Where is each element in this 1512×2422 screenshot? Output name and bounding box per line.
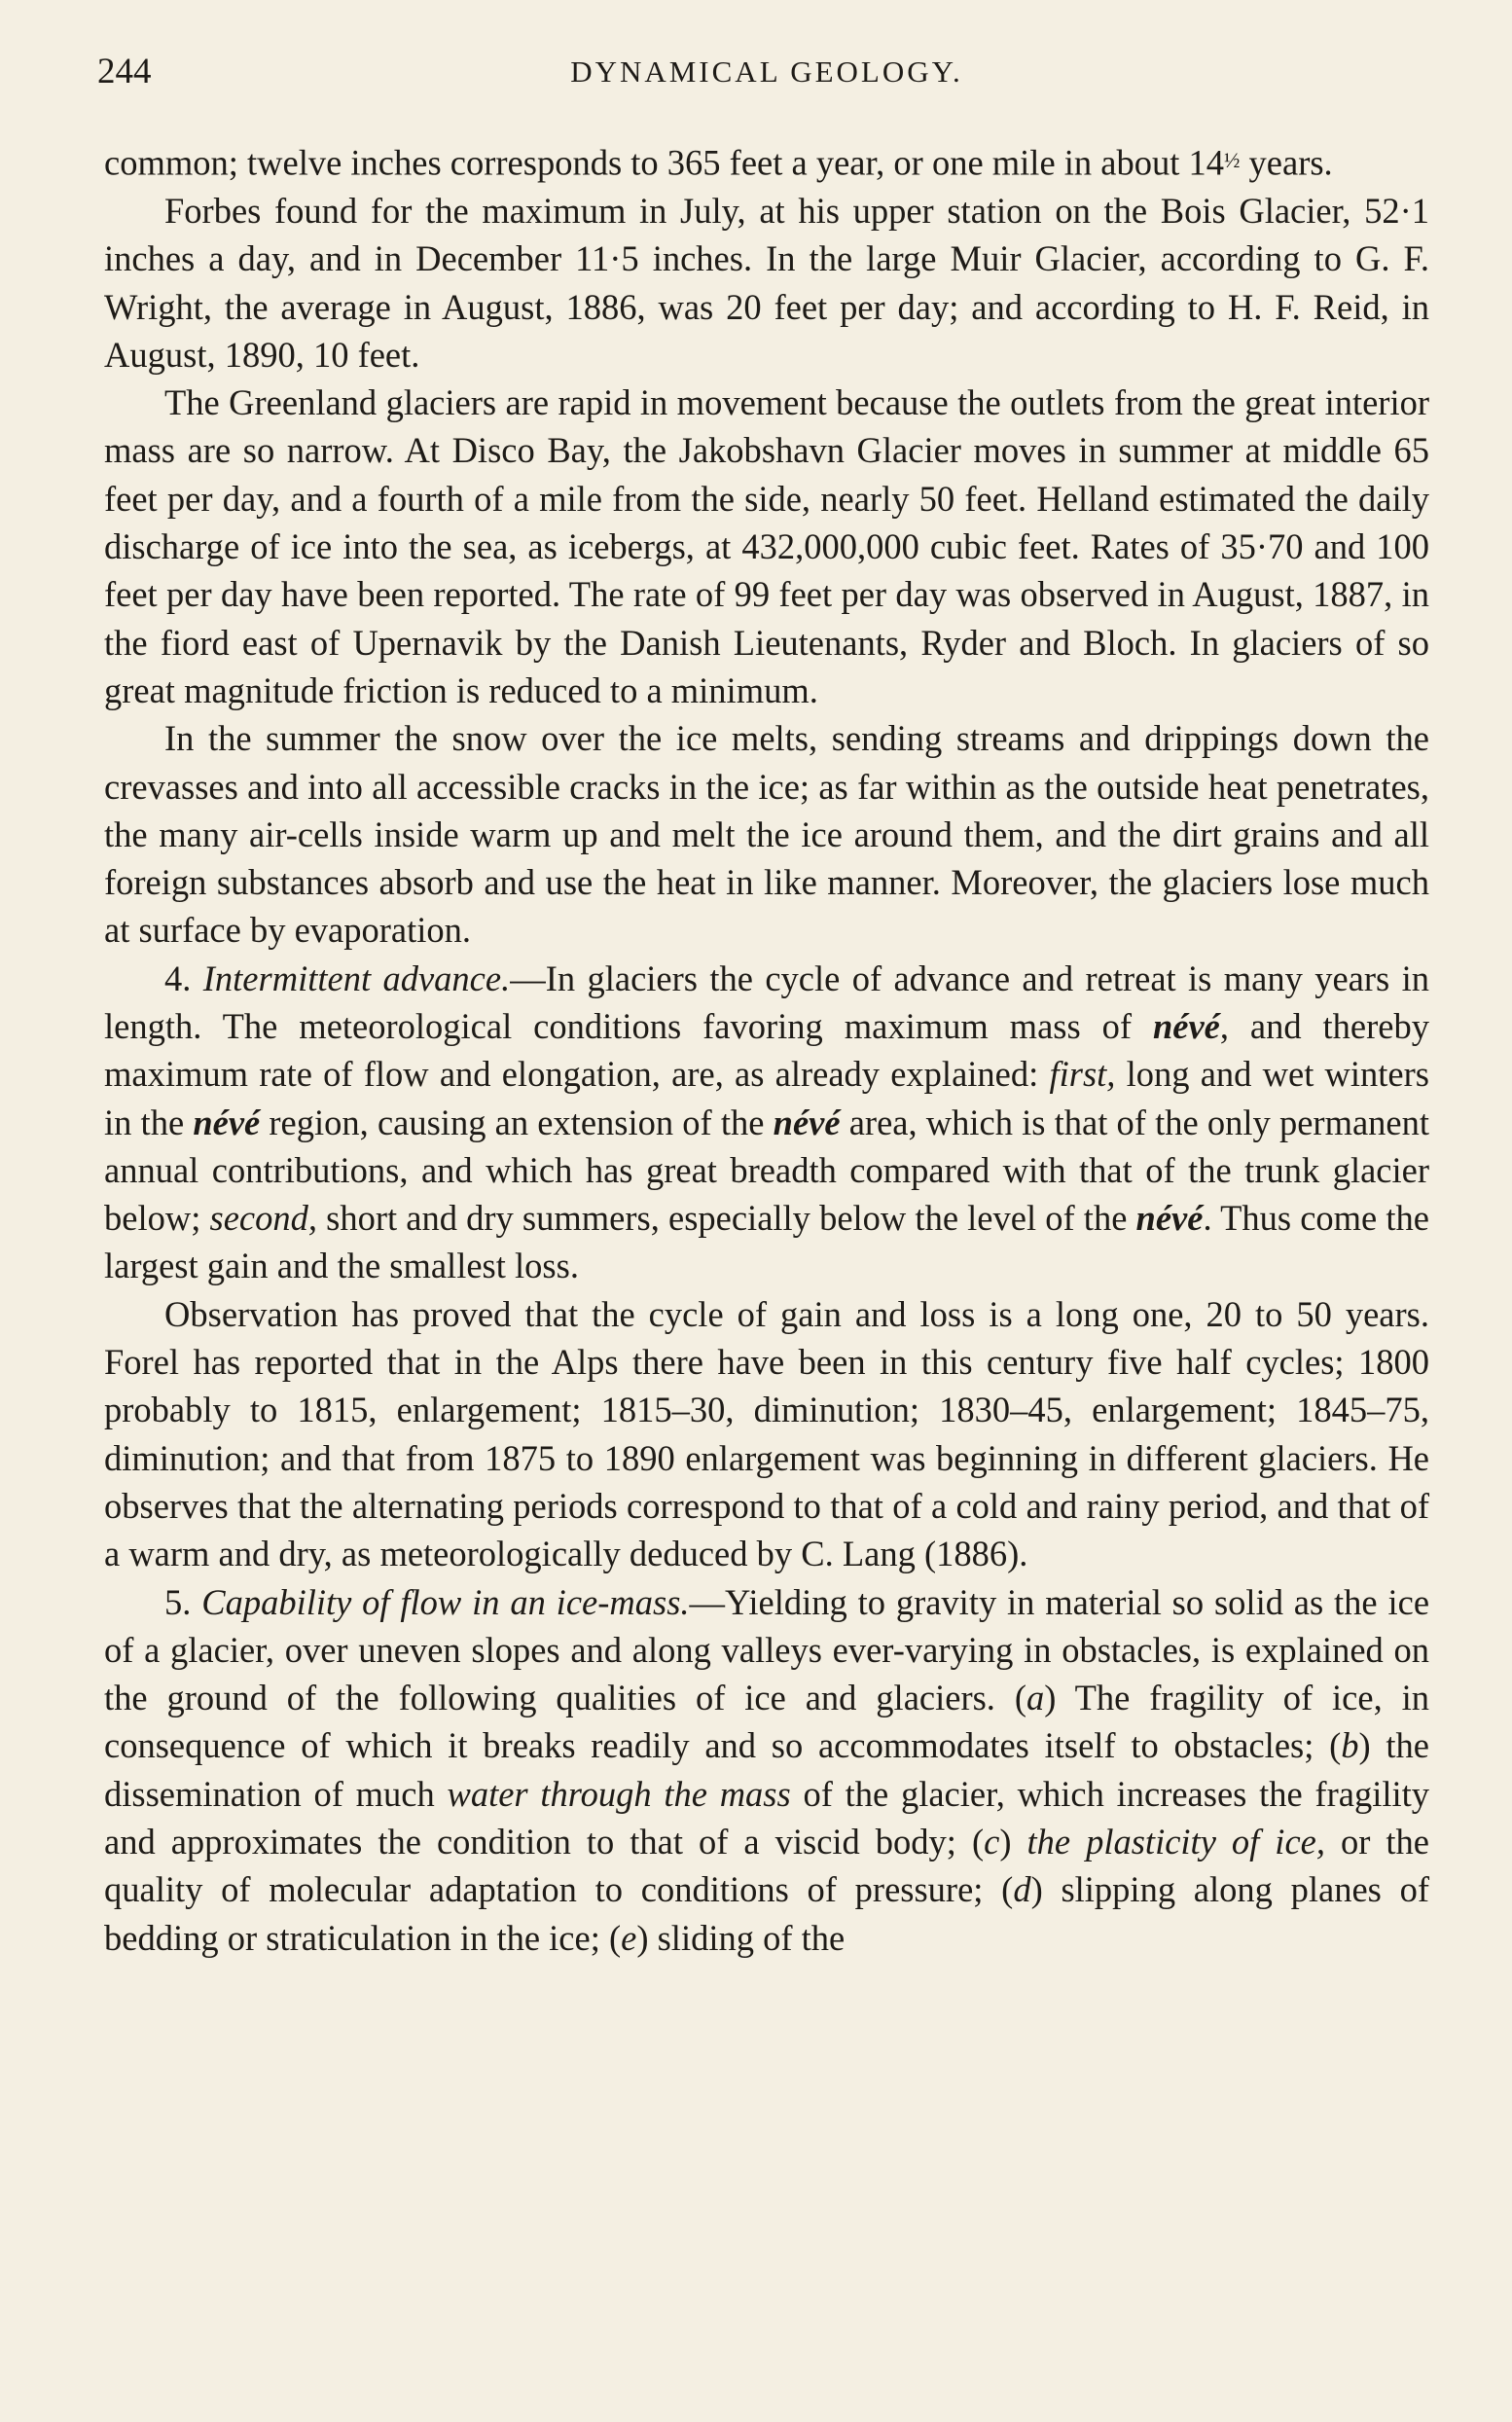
body-text [104, 136, 1429, 1962]
paragraph-observation: Observation has proved that the cycle of gain and loss is a long one, 20 to 50 years. Forel has reported that in the Alps there have been in this century five half cycles; 1800 probably to 1815, enlargement; 1815–30, diminution; 1830–45, enlargement; 1845–75, diminution; and that from 1875 to 1890 enlargement was beginning in different glaciers. He observes that the alternating periods correspond to that of a cold and rainy period, and that of a warm and dry, as meteorologically deduced by C. Lang (1886). [104, 1293, 1429, 1574]
running-head: DYNAMICAL GEOLOGY. [570, 54, 963, 89]
paragraph-intermittent-advance: 4. Intermittent advance.—In glaciers the cycle of advance and retreat is many years in length. The meteorological conditions favoring maximum mass of névé, and thereby maximum rate of flow and elongation, are, as already explained: first, long and wet winters in the névé region, causing an extension of the névé area, which is that of the only permanent annual contributions, and which has great breadth compared with that of the trunk glacier below; second, short and dry summers, especially below the level of the névé. Thus come the largest gain and the smallest loss. [104, 958, 1430, 1286]
page-header [97, 49, 1436, 107]
paragraph-forbes: Forbes found for the maximum in July, at his upper station on the Bois Glacier, 52·1 inches a day, and in December 11·5 inches. In the large Muir Glacier, according to G. F. Wright, the average in August, 1886, was 20 feet per day; and according to H. F. Reid, in August, 1890, 10 feet. [104, 190, 1429, 375]
fraction-half: ½ [1224, 148, 1241, 172]
paragraph-continuation: common; twelve inches corresponds to 365 feet a year, or one mile in about $14^{\frac{1}{2}}$ years. [104, 142, 1333, 183]
paragraph-greenland: The Greenland glaciers are rapid in movement because the outlets from the great interior mass are so narrow. At Disco Bay, the Jakobshavn Glacier moves in summer at middle 65 feet per day, and a fourth of a mile from the side, nearly 50 feet. Helland estimated the daily discharge of ice into the sea, as icebergs, at 432,000,000 cubic feet. Rates of 35·70 and 100 feet per day have been reported. The rate of 99 feet per day was observed in August, 1887, in the fiord east of Upernavik by the Danish Lieutenants, Ryder and Bloch. In glaciers of so great magnitude friction is reduced to a minimum. [104, 382, 1429, 710]
paragraph-summer-melt: In the summer the snow over the ice melts, sending streams and drippings down the crevasses and into all accessible cracks in the ice; as far within as the outside heat penetrates, the many air-cells inside warm up and melt the ice around them, and the dirt grains and all foreign substances absorb and use the heat in like manner. Moreover, the glaciers lose much at surface by evaporation. [104, 718, 1429, 951]
page-number: 244 [97, 52, 152, 91]
section-heading: Intermittent advance. [202, 958, 511, 998]
paragraph-capability-of-flow: 5. Capability of flow in an ice-mass.—Yielding to gravity in material so solid as the ice of a glacier, over uneven slopes and along valleys ever-varying in obstacles, is explained on the ground of the following qualities of ice and glaciers. (a) The fragility of ice, in consequence of which it breaks readily and so accommodates itself to obstacles; (b) the dissemination of much water through the mass of the glacier, which increases the fragility and approximates the condition to that of a viscid body; (c) the plasticity of ice, or the quality of molecular adaptation to conditions of pressure; (d) slipping along planes of bedding or straticulation in the ice; (e) sliding of the [104, 1581, 1430, 1958]
section-heading: Capability of flow in an ice-mass. [201, 1581, 690, 1622]
